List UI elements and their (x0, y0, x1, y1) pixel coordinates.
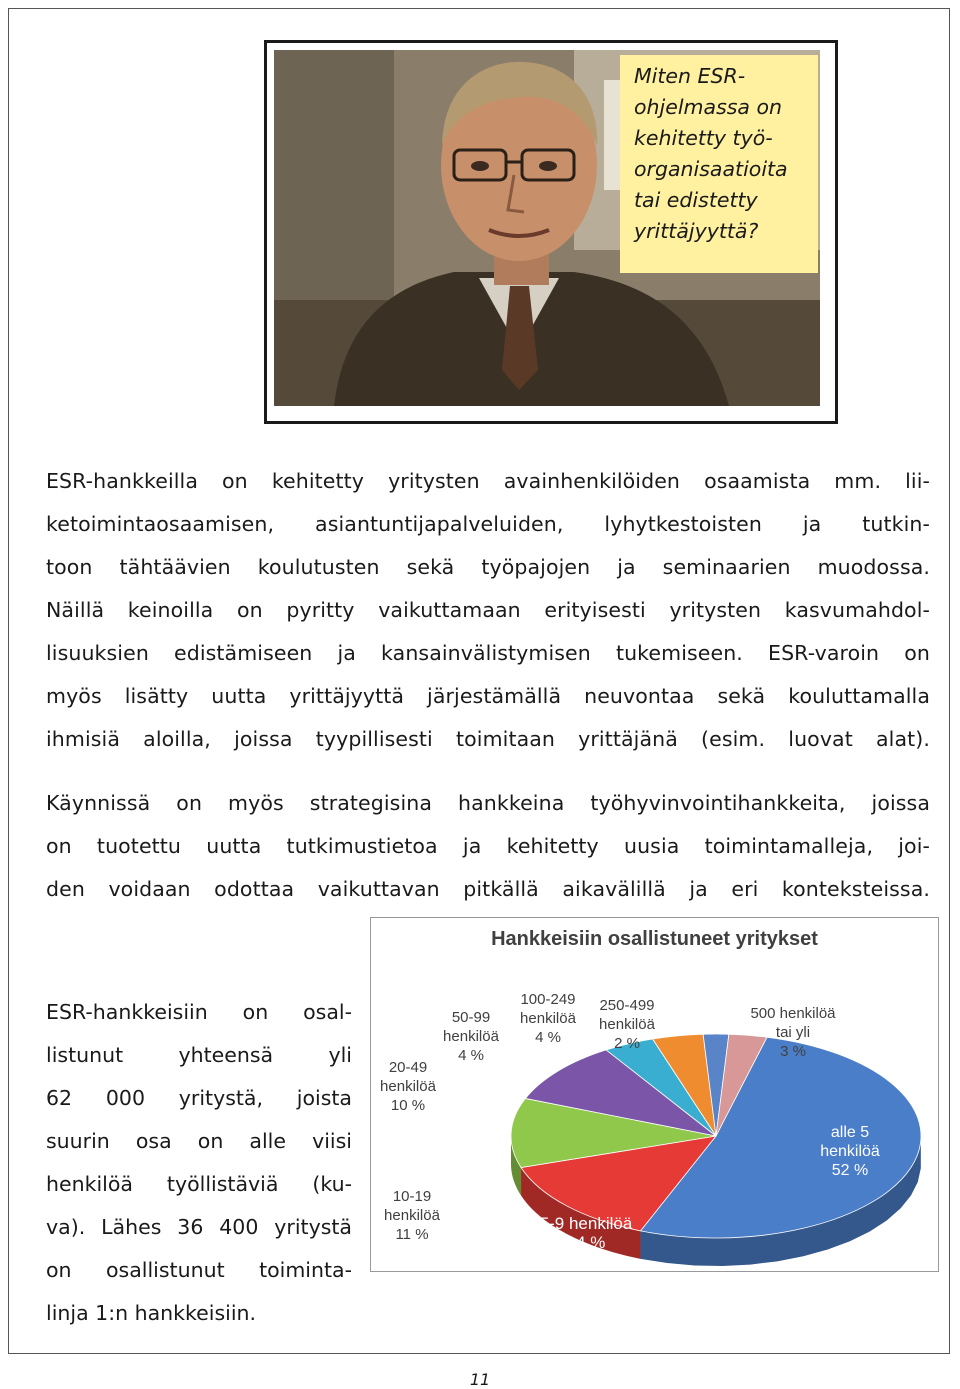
callout-line: kehitetty työ- (634, 126, 773, 150)
callout-line: ohjelmassa on (634, 95, 783, 119)
slice-label-100-249: 100-249 henkilöä 4 % (520, 991, 576, 1046)
slice-label-5-9: 5-9 henkilöä 14 % (539, 1214, 633, 1252)
slice-label-50-99: 50-99 henkilöä 4 % (443, 1009, 499, 1064)
text-line: listunut yhteensä yli (46, 1043, 352, 1067)
callout-line: organisaatioita (634, 157, 788, 181)
paragraph-intro (46, 460, 930, 761)
text-line: 62 000 yritystä, joista (46, 1086, 352, 1110)
text-line: toon tähtäävien koulutusten sekä työpajojen ja seminaarien muodossa. (46, 555, 930, 579)
pie-chart (370, 917, 939, 1272)
slice-label-250-499: 250-499 henkilöä 2 % (599, 997, 655, 1052)
slice-label-500-plus: 500 henkilöä tai yli 3 % (750, 1005, 836, 1060)
text-line: lisuuksien edistämiseen ja kansainvälistymisen tukemiseen. ESR-varoin on (46, 641, 930, 665)
pie-chart-svg (371, 918, 938, 1271)
text-line: suurin osa on alle viisi (46, 1129, 352, 1153)
question-callout (620, 55, 818, 273)
text-line: on osallistunut toiminta- (46, 1258, 352, 1282)
text-line: on tuotettu uutta tutkimustietoa ja kehitetty uusia toimintamalleja, joi- (46, 834, 930, 858)
slice-label-20-49: 20-49 henkilöä 10 % (380, 1059, 436, 1114)
text-line: ketoimintaosaamisen, asiantuntijapalveluiden, lyhytkestoisten ja tutkin- (46, 512, 930, 536)
text-line: ESR-hankkeilla on kehitetty yritysten avainhenkilöiden osaamista mm. lii- (46, 469, 930, 493)
slice-label-10-19: 10-19 henkilöä 11 % (384, 1188, 440, 1243)
text-line: va). Lähes 36 400 yritystä (46, 1215, 352, 1239)
text-line: Käynnissä on myös strategisina hankkeina työhyvinvointihankkeita, joissa (46, 791, 930, 815)
chart-title: Hankkeisiin osallistuneet yritykset (491, 928, 818, 950)
paragraph-strategic (46, 782, 930, 911)
text-line: henkilöä työllistäviä (ku- (46, 1172, 352, 1196)
text-line: den voidaan odottaa vaikuttavan pitkällä aikavälillä ja eri konteksteissa. (46, 877, 930, 901)
side-paragraph (46, 991, 352, 1335)
text-line: Näillä keinoilla on pyritty vaikuttamaan erityisesti yritysten kasvumahdol- (46, 598, 930, 622)
text-line: myös lisätty uutta yrittäjyyttä järjestämällä neuvontaa sekä kouluttamalla (46, 684, 930, 708)
callout-line: tai edistetty (634, 188, 758, 212)
text-line: linja 1:n hankkeisiin. (46, 1301, 257, 1325)
text-line: ESR-hankkeisiin on osal- (46, 1000, 352, 1024)
callout-line: yrittäjyyttä? (634, 219, 759, 243)
text-line: ihmisiä aloilla, joissa tyypillisesti toimitaan yrittäjänä (esim. luovat alat). (46, 727, 930, 751)
page-number: 11 (469, 1370, 491, 1389)
callout-line: Miten ESR- (634, 64, 746, 88)
slice-label-under-5: alle 5 henkilöä 52 % (820, 1124, 880, 1179)
